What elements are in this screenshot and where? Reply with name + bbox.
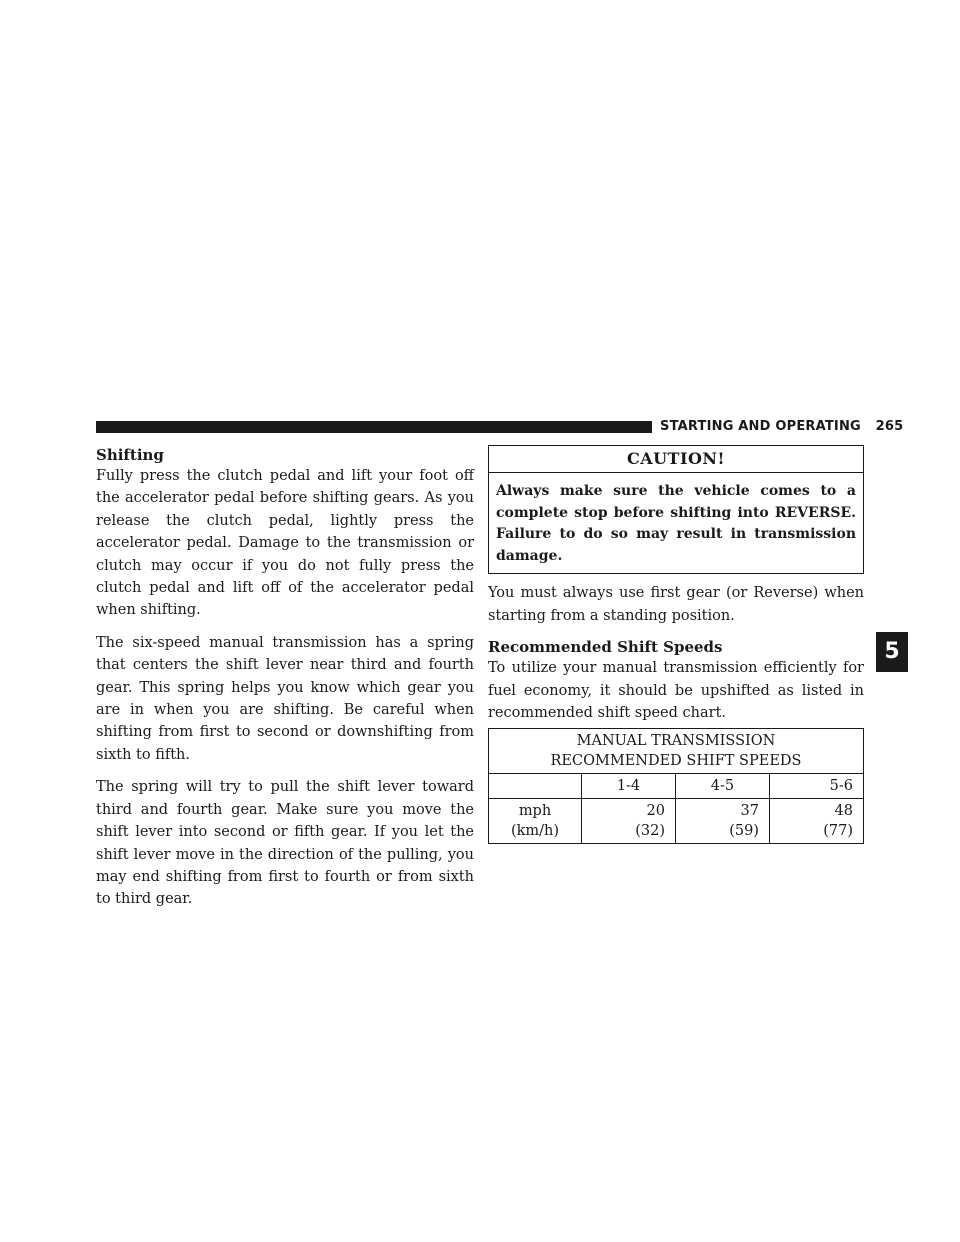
shifting-heading: Shifting [96,446,164,464]
table-header-cell: 4-5 [675,774,769,799]
table-title-row [489,729,864,774]
paragraph-shifting-2: The six-speed manual transmission has a spring that centers the shift lever near third and fourth gear. This spring helps you know which gear you are in when you are shifting. Be careful when shifting from first to second or downshifting from sixth to fifth. [96,634,474,763]
table-title-line-1: MANUAL TRANSMISSION [576,733,776,750]
row-label-mph: mph [518,803,552,820]
table-title-line-2: RECOMMENDED SHIFT SPEEDS [550,753,802,770]
left-column [96,445,474,921]
paragraph-first-gear: You must always use first gear (or Reverse) when starting from a standing position. [488,585,864,624]
paragraph-shift-chart: To utilize your manual transmission efficiently for fuel economy, it should be upshifted as listed in recommended shift speed chart. [488,660,864,722]
table-cell [769,799,863,844]
cell-kmh: (77) [823,823,853,840]
cell-kmh: (32) [635,823,665,840]
caution-text: Always make sure the vehicle comes to a complete stop before shifting into REVERSE. Failure to do so may result in transmission damage. [496,483,856,564]
cell-kmh: (59) [729,823,759,840]
shift-speed-table [488,728,864,844]
recommended-shift-speeds-heading: Recommended Shift Speeds [488,638,723,657]
page-number: 265 [875,419,904,434]
table-header-row [489,774,864,799]
paragraph-shifting-3: The spring will try to pull the shift lever toward third and fourth gear. Make sure you move the shift lever into second or fifth gear. If you let the shift lever move in the direction of the pulling, you may end shifting from first to fourth or from sixth to third gear. [96,779,474,908]
header-rule [96,421,652,433]
cell-mph: 48 [834,803,853,820]
table-header-cell: 5-6 [769,774,863,799]
table-cell [582,799,676,844]
table-row [489,799,864,844]
row-label-kmh: (km/h) [510,823,560,840]
cell-mph: 37 [740,803,759,820]
right-column [488,445,864,844]
table-header-cell: 1-4 [582,774,676,799]
section-title: STARTING AND OPERATING [660,419,861,434]
table-title [489,729,864,774]
table-header-empty [489,774,582,799]
table-cell [675,799,769,844]
caution-title: CAUTION! [489,446,863,473]
cell-mph: 20 [646,803,665,820]
caution-box [488,445,864,574]
paragraph-shifting-1: Fully press the clutch pedal and lift your foot off the accelerator pedal before shifting gears. As you release the clutch pedal, lightly press the accelerator pedal. Damage to the transmission or clutch may occur if you do not fully press the clutch pedal and lift off of the accelerator pedal when shifting. [96,468,474,619]
row-label-units [489,799,582,844]
chapter-tab: 5 [876,632,908,672]
page-header [660,419,903,434]
